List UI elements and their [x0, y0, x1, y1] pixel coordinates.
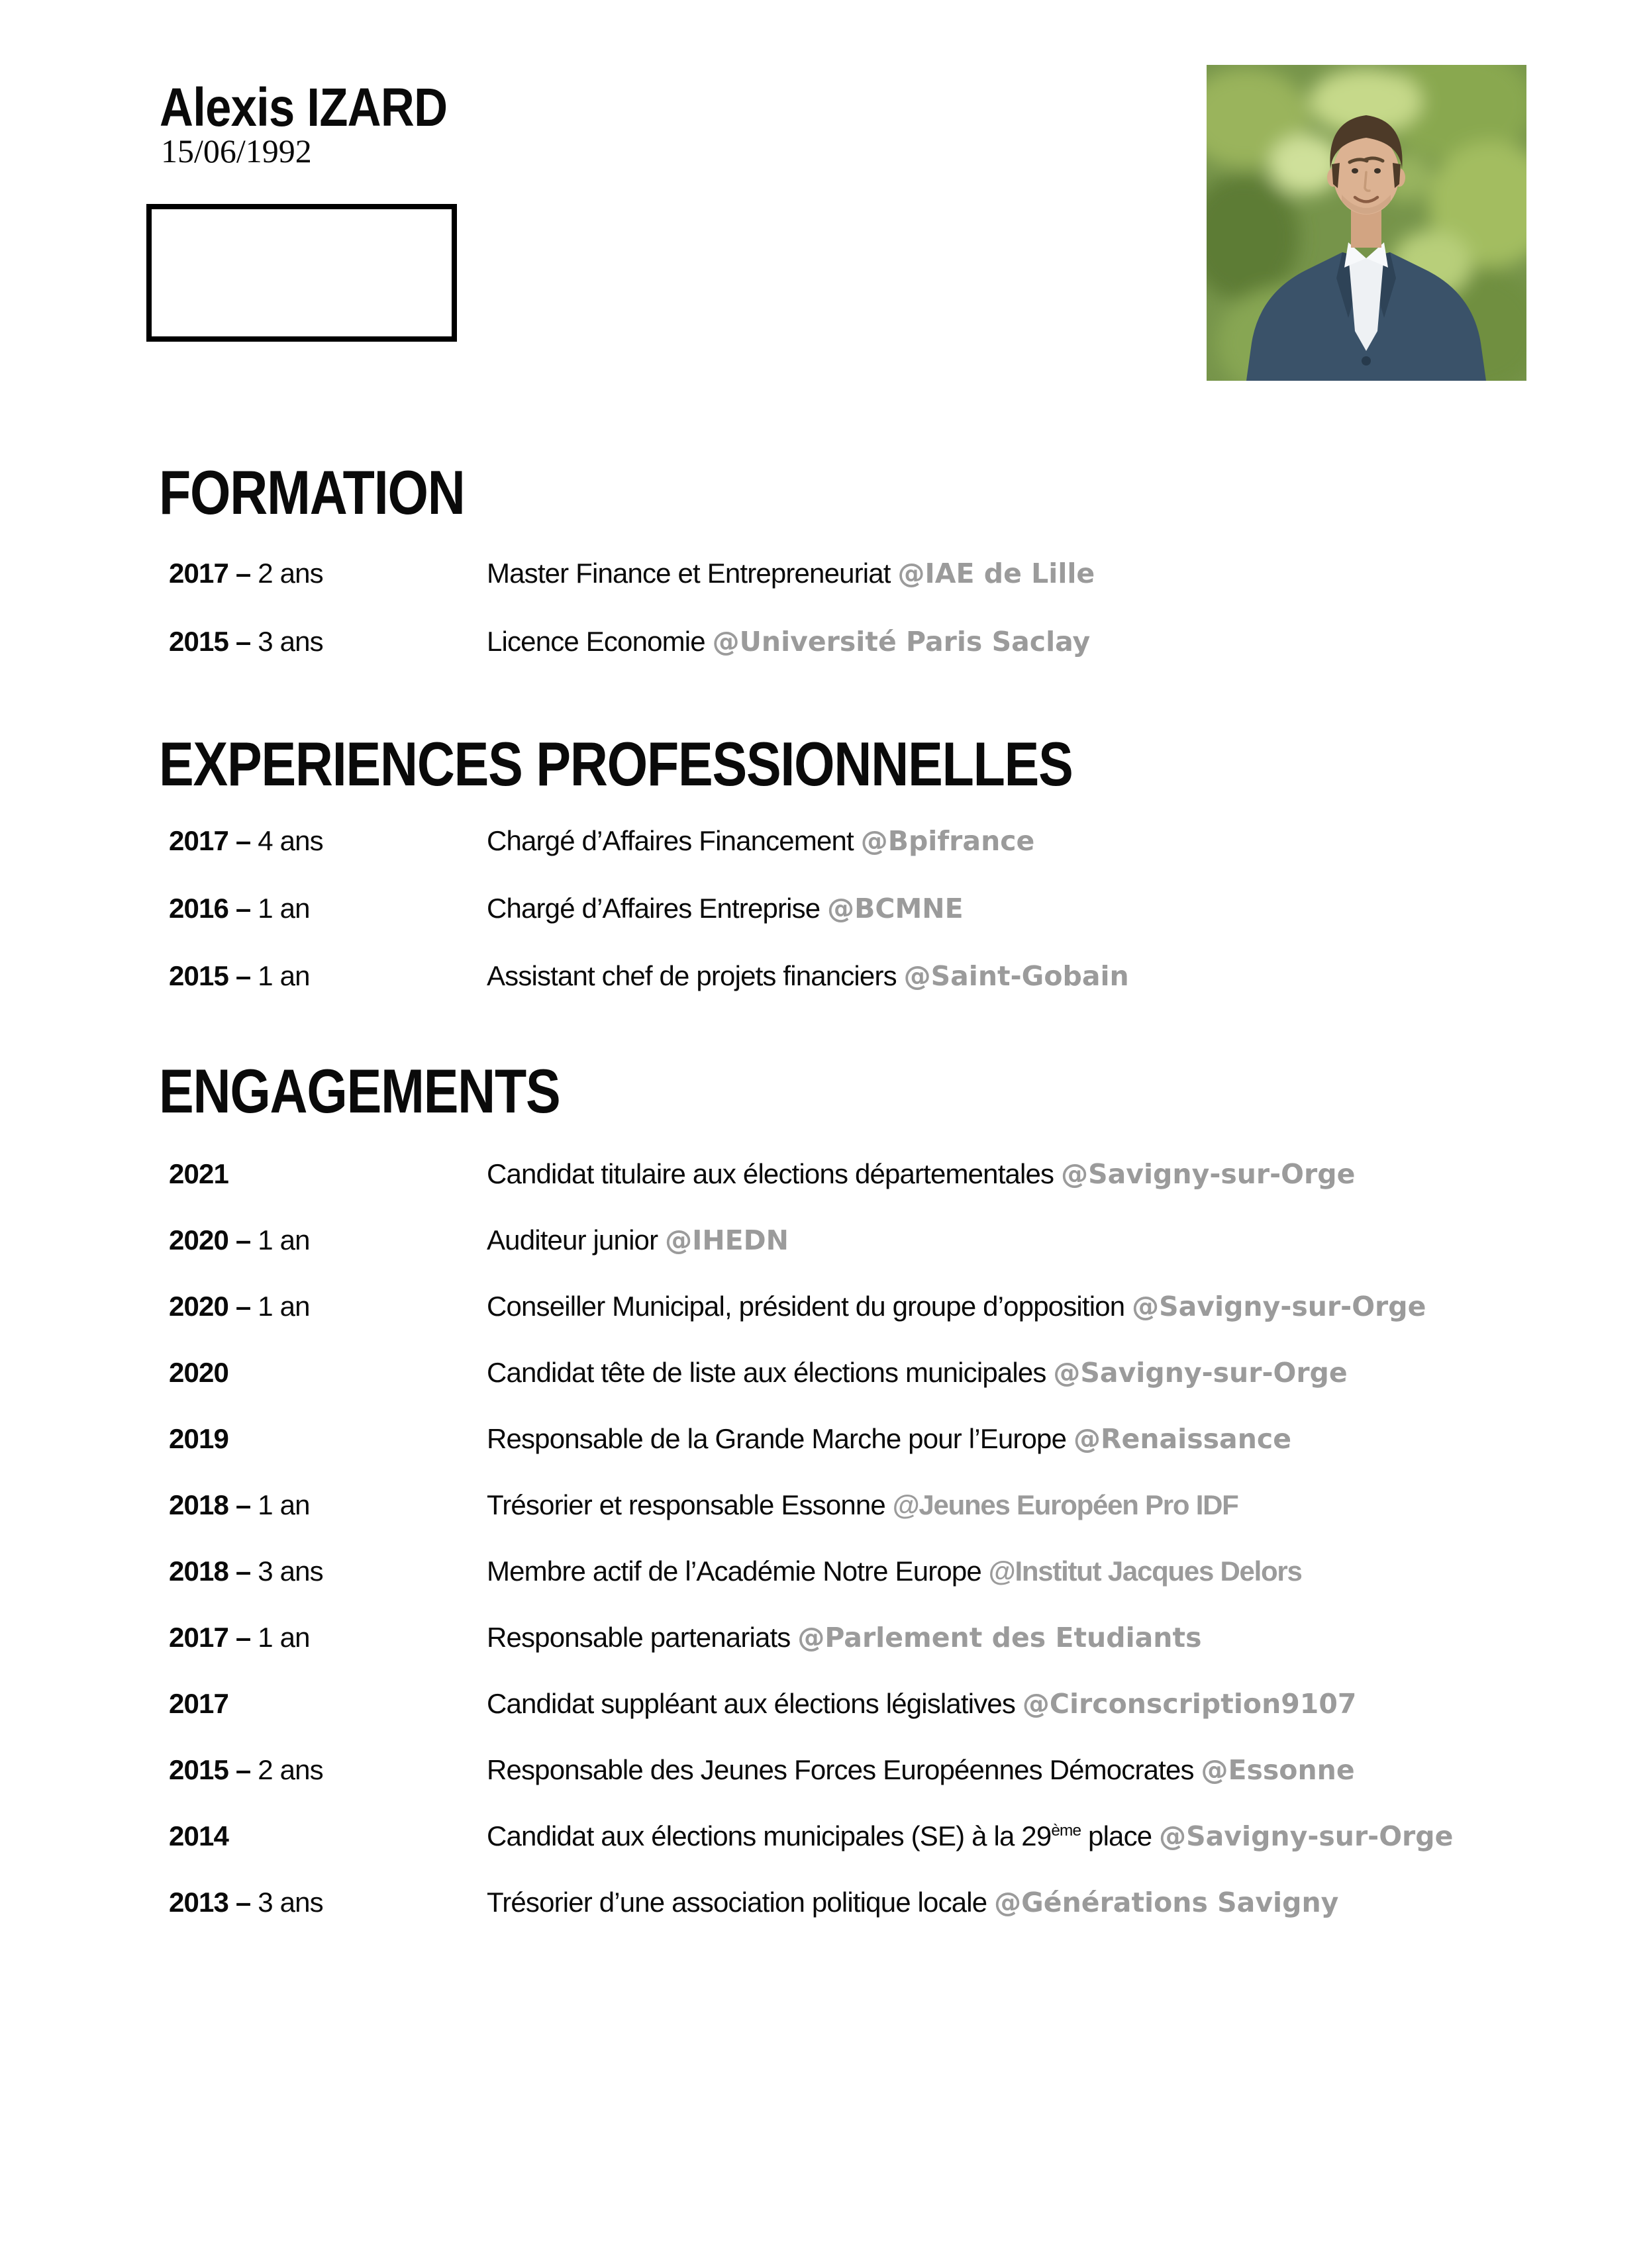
cv-row: [0, 1690, 1643, 1730]
profile-photo: [1207, 65, 1526, 381]
mention: @Savigny-sur-Orge: [1061, 1158, 1356, 1190]
row-description: Conseiller Municipal, président du groupe d’opposition @Savigny-sur-Orge: [487, 1291, 1426, 1322]
row-period: 2018 – 1 an: [169, 1489, 310, 1520]
row-period: 2015 – 3 ans: [169, 626, 323, 657]
mention: @IHEDN: [665, 1224, 789, 1256]
row-description: Assistant chef de projets financiers @Saint-Gobain: [487, 960, 1129, 992]
row-period: 2017 – 4 ans: [169, 825, 323, 856]
row-description: Chargé d’Affaires Entreprise @BCMNE: [487, 893, 964, 924]
cv-row: [0, 1557, 1643, 1597]
cv-row: [0, 1822, 1643, 1862]
row-description: Chargé d’Affaires Financement @Bpifrance: [487, 825, 1035, 857]
cv-row: [0, 628, 1643, 667]
cv-row: [0, 827, 1643, 867]
mention: @Renaissance: [1073, 1423, 1291, 1455]
mention: @Institut Jacques Delors: [988, 1555, 1302, 1587]
cv-row: [0, 1160, 1643, 1200]
row-description: Responsable des Jeunes Forces Européennes Démocrates @Essonne: [487, 1754, 1355, 1786]
person-name: Alexis IZARD: [160, 77, 448, 138]
mention: @Saint-Gobain: [903, 960, 1129, 992]
row-period: 2013 – 3 ans: [169, 1887, 323, 1918]
mention: @Savigny-sur-Orge: [1053, 1357, 1348, 1389]
row-description: Candidat tête de liste aux élections municipales @Savigny-sur-Orge: [487, 1357, 1348, 1389]
mention: @Parlement des Etudiants: [797, 1622, 1202, 1653]
section-title-formation: FORMATION: [159, 458, 465, 527]
birthdate: 15/06/1992: [161, 132, 312, 170]
cv-row: [0, 1359, 1643, 1399]
mention: @Université Paris Saclay: [712, 626, 1091, 658]
row-period: 2020 – 1 an: [169, 1291, 310, 1322]
row-description: Master Finance et Entrepreneuriat @IAE de Lille: [487, 558, 1095, 589]
cv-row: [0, 1889, 1643, 1928]
cv-row: [0, 1226, 1643, 1266]
row-period: 2014: [169, 1820, 229, 1851]
row-period: 2017: [169, 1688, 229, 1719]
section-title-experiences: EXPERIENCES PROFESSIONNELLES: [159, 729, 1073, 799]
row-period: 2015 – 1 an: [169, 960, 310, 991]
row-period: 2020 – 1 an: [169, 1224, 310, 1256]
row-description: Candidat aux élections municipales (SE) à la 29ème place @Savigny-sur-Orge: [487, 1820, 1454, 1852]
row-period: 2017 – 1 an: [169, 1622, 310, 1653]
row-description: Licence Economie @Université Paris Saclay: [487, 626, 1091, 658]
cv-row: [0, 1756, 1643, 1796]
cv-row: [0, 1293, 1643, 1332]
row-description: Auditeur junior @IHEDN: [487, 1224, 789, 1256]
contact-box: [146, 204, 457, 342]
row-description: Trésorier d’une association politique locale @Générations Savigny: [487, 1887, 1339, 1918]
row-description: Candidat suppléant aux élections législatives @Circonscription9107: [487, 1688, 1357, 1720]
row-period: 2018 – 3 ans: [169, 1555, 323, 1587]
mention: @Circonscription9107: [1022, 1688, 1357, 1720]
mention: @Savigny-sur-Orge: [1132, 1291, 1426, 1322]
cv-row: [0, 1491, 1643, 1531]
cv-row: [0, 1624, 1643, 1663]
row-description: Trésorier et responsable Essonne @Jeunes Européen Pro IDF: [487, 1489, 1238, 1520]
mention: @Savigny-sur-Orge: [1159, 1820, 1454, 1852]
row-period: 2021: [169, 1158, 229, 1189]
row-period: 2015 – 2 ans: [169, 1754, 323, 1785]
mention: @Essonne: [1201, 1754, 1355, 1786]
row-description: Responsable de la Grande Marche pour l’Europe @Renaissance: [487, 1423, 1291, 1455]
row-period: 2016 – 1 an: [169, 893, 310, 924]
cv-row: [0, 1425, 1643, 1465]
row-period: 2019: [169, 1423, 229, 1454]
mention: @IAE de Lille: [897, 558, 1095, 589]
row-description: Candidat titulaire aux élections départementales @Savigny-sur-Orge: [487, 1158, 1356, 1190]
mention: @Générations Savigny: [994, 1887, 1339, 1918]
cv-row: [0, 962, 1643, 1002]
section-title-engagements: ENGAGEMENTS: [159, 1056, 560, 1126]
row-period: 2017 – 2 ans: [169, 558, 323, 589]
row-description: Responsable partenariats @Parlement des Etudiants: [487, 1622, 1202, 1653]
cv-row: [0, 895, 1643, 934]
mention: @Jeunes Européen Pro IDF: [892, 1489, 1238, 1520]
mention: @Bpifrance: [860, 825, 1035, 857]
superscript: ème: [1051, 1822, 1081, 1840]
row-period: 2020: [169, 1357, 229, 1388]
row-description: Membre actif de l’Académie Notre Europe @Institut Jacques Delors: [487, 1555, 1302, 1587]
mention: @BCMNE: [827, 893, 964, 924]
cv-row: [0, 560, 1643, 599]
